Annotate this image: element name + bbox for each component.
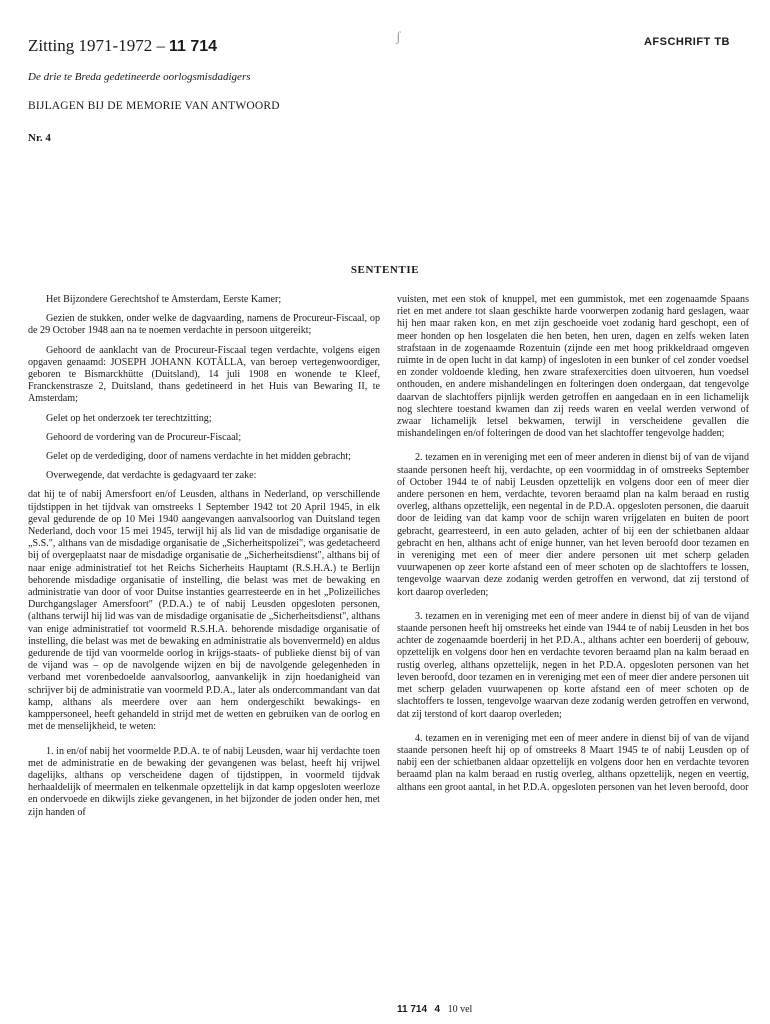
session-label: Zitting 1971-1972 – <box>28 36 165 55</box>
annex-title: BIJLAGEN BIJ DE MEMORIE VAN ANTWOORD <box>28 100 280 112</box>
paragraph: Overwegende, dat verdachte is gedagvaard ter zake: <box>46 470 257 482</box>
paragraph: 1. in en/of nabij het voormelde P.D.A. te of nabij Leusden, waar hij verdachte toen met de administratie en de bewaking der gevangenen was belast, heeft hij vrijwel dagelijks, althans op verscheidene dagen of tijdstippen, in voormeld tijdvak herhaaldelijk of meermalen en telkenmale opzettelijk in dat kamp opgesloten weerloze en ondervoede en dikwijls zieke gevangenen, in het bijzonder de joden onder hen, met zijn handen of <box>28 745 380 818</box>
paragraph: dat hij te of nabij Amersfoort en/of Leusden, althans in Nederland, op verschillende tijdstippen in het tijdvak van omstreeks 1 September 1942 tot 20 April 1945, in elk geval gedurende de op 10 Mei 1940 aangevangen aanvalsoorlog van Duitsland tegen Nederland, doch voor 15 mei 1945, terwijl hij als lid van de misdadige organisatie de „S.S.", althans van de misdadige organisatie de „Sicherheitspolizei", was gedetacheerd bij of overgeplaatst naar de misdadige organisatie de „Sicherheitsdienst", althans bij of naar enige administratief tot het Reichs Sicherheits Hauptamt (R.S.H.A.) te Berlijn behorende misdadige organisatie of instelling, die belast was met de bewaking en administratie van door of voor Duitse instanties gearresteerde en in het „Polizeiliches Durchgangslager Amersfoort" (P.D.A.) te of nabij Leusden opgesloten personen, (althans terwijl hij lid was van de misdadige organisatie de „Sicherheitsdienst", althans van enige administratief tot voormeld R.S.H.A. behorende misdadige organisatie of instelling, die belast was met de bewaking en administratie als bovenvermeld) en aldus gedurende de tijd van voormelde oorlog in krijgs-staats- of publieke dienst bij of van de vijand was – op de navolgende wijzen en bij de navolgende gelegenheden in verband met vorenbedoelde aanvalsoorlog, aanvankelijk in zijn hoedanigheid van schrijver bij de administratie van voormeld P.D.A., later als ondercommandant van dat kamp, althans als meerdere over aan hem ondergeschikt bewakings- en kamppersoneel, heeft gehandeld in strijd met de wetten en gebruiken van de oorlog en met de menselijkheid, te weten: <box>28 489 380 733</box>
page-footer <box>397 1004 472 1015</box>
document-number: 11 714 <box>168 38 218 55</box>
paragraph: 2. tezamen en in vereniging met een of meer anderen in dienst bij of van de vijand staande personen heeft hij, verdachte, op een voormiddag in of omstreeks September of October 1944 te of nabij Leusden opzettelijk en volgens door een of meer dier andere personen en hem, verdachte, tevoren beraamd plan na kalm beraad en rustig overleg, althans opzettelijk, een negental in de P.D.A. opgesloten personen, die daaruit door de leiding van dat kamp voor de schijn waren vrijgelaten en buiten de poort gebracht, gearresteerd, in een auto geladen, achter of bij een der schietbanen aldaar gebracht en hen, althans acht of enige hunner, van het leven beroofd door tezamen en in vereniging met een of meer dier andere personen uit met scherp geladen vuurwapenen op zeer korte afstand een of meer schoten op de slachtoffers te lossen, tengevolge waarvan deze zodanig werden getroffen en verwond, dat zij terstond of kort daarop overleden; <box>397 452 749 598</box>
left-column <box>28 294 380 826</box>
annex-number: Nr. 4 <box>28 132 51 144</box>
footer-sheet: 4 <box>434 1004 441 1015</box>
paragraph: 3. tezamen en in vereniging met een of meer andere in dienst bij of van de vijand staande personen heeft hij omstreeks het einde van 1944 te of nabij Leusden in het bos achter de zogenaamde boerderij in het P.D.A., althans achter een boerderij of gebouw, opzettelijk en volgens door hen en verdachte tevoren beraamd plan na kalm beraad en rustig overleg, althans opzettelijk, negen in het P.D.A. opgesloten personen van het leven beroofd, door tezamen en in vereniging met een of meer dier andere personen uit met scherp geladen vuurwapenen op korte afstand een of meer schoten op de slachtoffers te lossen, tengevolge waarvan deze zodanig werden getroffen en verwond, dat zij terstond of kort daarop overleden; <box>397 610 749 720</box>
section-heading: SENTENTIE <box>350 264 420 276</box>
paragraph: Gehoord de vordering van de Procureur-Fiscaal; <box>46 431 242 443</box>
paragraph: Gelet op het onderzoek ter terechtzitting; <box>46 412 212 424</box>
paragraph: vuisten, met een stok of knuppel, met een gummistok, met een zogenaamde Spaans riet en met andere tot slaan geschikte harde voorwerpen zodanig hard geslagen, waar hij hen maar raken kon, en met zijn geschoeide voet zodanig hard geschopt, een of meer honden op hen losgelaten die hen beten, hen uren, dagen en zelfs weken laten strafstaan in de zogenaamde Rozentuin (zijnde een met hoog prikkeldraad omgeven ruimte in de open lucht in dat kamp) of ingesloten in een bunker of cel zonder voedsel en zonder voldoende kleding, hen zware strafexercities doen uitvoeren, hun voedsel onthouden, en andere mishandelingen en folteringen doen ondergaan, dat tengevolge daarvan de slachtoffers pijnlijk werden getroffen en aangedaan en in een lichamelijk nog slechtere toestand kwamen dan zij reeds waren en veelal werden verwond of zwaar lichamelijk letsel bekwamen, terwijl in verscheidene gevallen die mishandelingen en/of folteringen de dood van het slachtoffer tengevolge hadden; <box>397 294 749 440</box>
footer-page: 10 vel <box>447 1004 473 1015</box>
paragraph: Gezien de stukken, onder welke de dagvaarding, namens de Procureur-Fiscaal, op de 29 October 1948 aan na te noemen verdachte in persoon uitgereikt; <box>28 313 380 337</box>
pencil-mark-icon: ʃ <box>396 30 401 45</box>
paragraph: Gehoord de aanklacht van de Procureur-Fiscaal tegen verdachte, volgens eigen opgaven genaamd: JOSEPH JOHANN KOTÄLLA, van beroep vertegenwoordiger, geboren te Bismarckhütte (Duitsland), 14 juli 1908 en wonende te Kleef, Franckenstrasze 2, Duitsland, thans gedetineerd in het Huis van Bewaring II, te Amsterdam; <box>28 344 380 405</box>
paragraph: 4. tezamen en in vereniging met een of meer andere in dienst bij of van de vijand staande personen heeft hij op of omstreeks 8 Maart 1945 te of nabij Leusden op of nabij een der schietbanen aldaar opzettelijk en volgens door hen en verdachte tevoren beraamd plan na kalm beraad en rustig overleg, althans opzettelijk, negen en veertig, althans een groot aantal, in het P.D.A. opgesloten personen van het leven beroofd, door <box>397 732 749 793</box>
footer-number: 11 714 <box>397 1004 428 1015</box>
paragraph: Het Bijzondere Gerechtshof te Amsterdam, Eerste Kamer; <box>46 294 282 305</box>
subtitle: De drie te Breda gedetineerde oorlogsmisdadigers <box>28 71 251 83</box>
session-title <box>28 36 217 56</box>
copy-label: AFSCHRIFT TB <box>643 36 730 48</box>
paragraph: Gelet op de verdediging, door of namens verdachte in het midden gebracht; <box>46 451 351 463</box>
right-column <box>397 294 749 801</box>
